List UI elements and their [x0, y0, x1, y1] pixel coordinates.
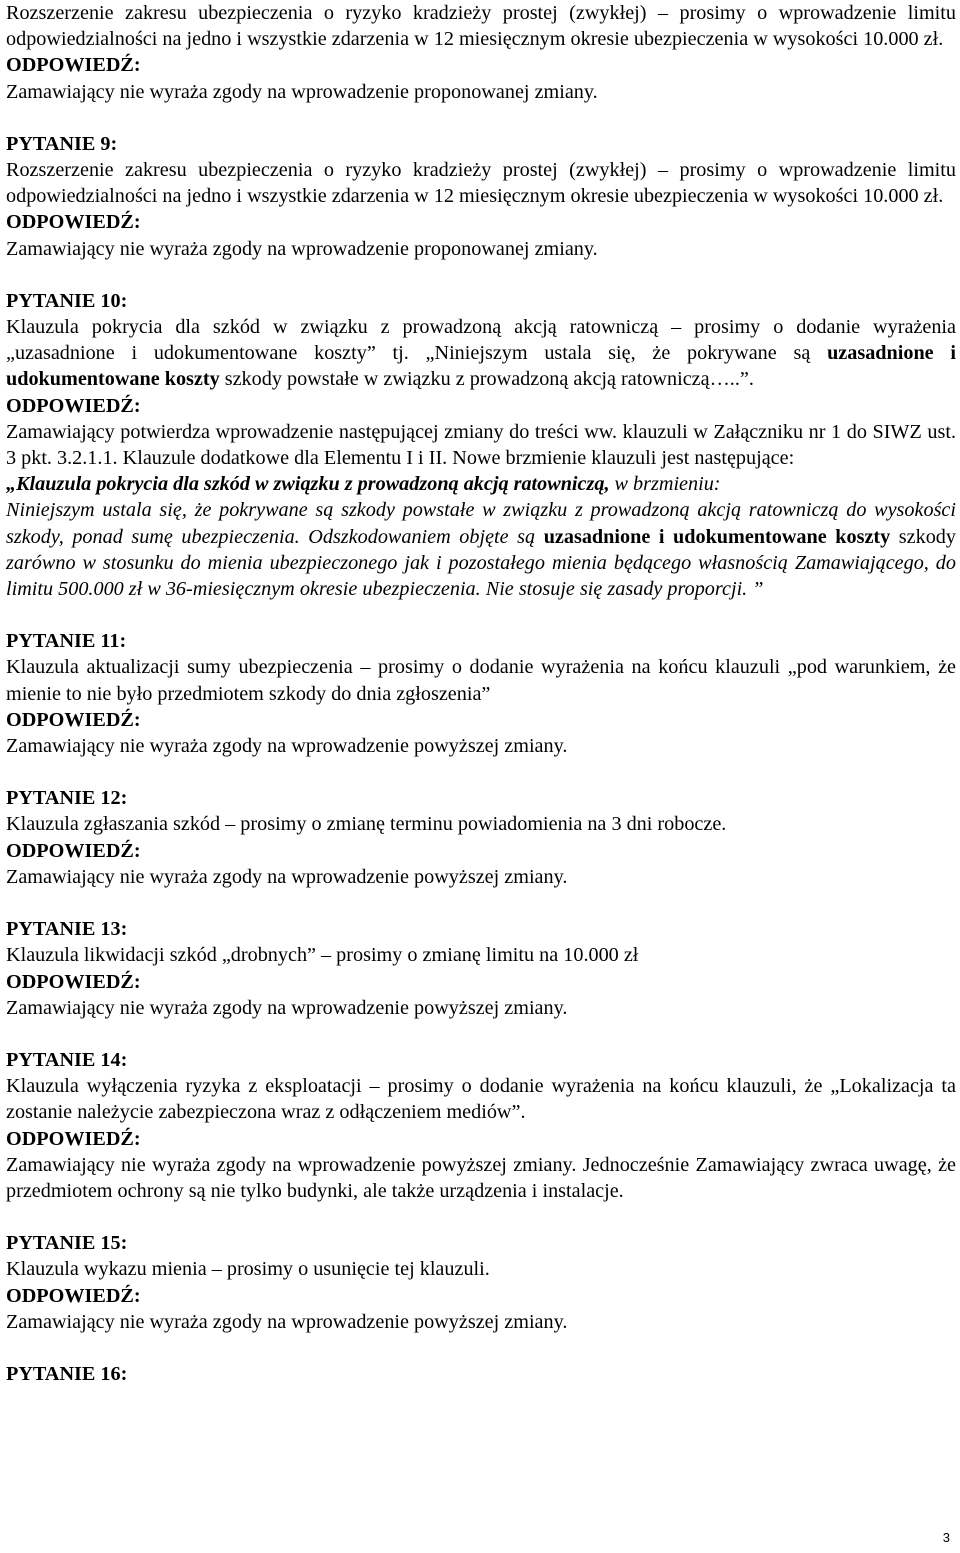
question-text: Klauzula aktualizacji sumy ubezpieczenia – prosimy o dodanie wyrażenia na końcu klauzuli „pod warunkiem, że mienie to nie było przedmiotem szkody do dnia zgłoszenia” [6, 656, 956, 705]
question-title: PYTANIE 16: [6, 1362, 128, 1385]
clause-body-part: zarówno w stosunku do mienia ubezpieczonego jak i pozostałego mienia będącego własnością Zamawiającego, do limitu 500.000 zł w 36-miesięcznym okresie ubezpieczenia. Nie stosuje się zasady proporcji. ” [6, 551, 956, 601]
question-title: PYTANIE 10: [6, 289, 128, 312]
question-text [6, 314, 956, 393]
answer-text: Zamawiający nie wyraża zgody na wprowadzenie powyższej zmiany. Jednocześnie Zamawiający zwraca uwagę, że przedmiotem ochrony są nie tylko budynki, ale także urządzenia i instalacje. [6, 1153, 956, 1202]
question-title: PYTANIE 14: [6, 1048, 128, 1071]
answer-text: Zamawiający nie wyraża zgody na wprowadzenie proponowanej zmiany. [6, 237, 598, 260]
answer-label: ODPOWIEDŹ: [6, 394, 141, 417]
question-text: Klauzula wyłączenia ryzyka z eksploatacji – prosimy o dodanie wyrażenia na końcu klauzuli, że „Lokalizacja ta zostanie należycie zabezpieczona wraz z odłączeniem mediów”. [6, 1075, 956, 1124]
question-text: Klauzula likwidacji szkód „drobnych” – prosimy o zmianę limitu na 10.000 zł [6, 944, 639, 967]
answer-label: ODPOWIEDŹ: [6, 54, 141, 77]
clause-in-wording: w brzmieniu: [609, 473, 721, 496]
answer-text: Zamawiający potwierdza wprowadzenie następującej zmiany do treści ww. klauzuli w Załączniku nr 1 do SIWZ ust. 3 pkt. 3.2.1.1. Klauzule dodatkowe dla Elementu I i II. Nowe brzmienie klauzuli jest następujące: [6, 420, 956, 470]
answer-label: ODPOWIEDŹ: [6, 970, 141, 993]
question-text: Klauzula wykazu mienia – prosimy o usunięcie tej klauzuli. [6, 1258, 490, 1281]
clause-body-part: Niniejszym ustala się, że pokrywane są szkody powstałe w związku z prowadzoną akcją ratowniczą do wysokości szkody, ponad sumę ubezpieczenia. [6, 499, 956, 548]
answer-label: ODPOWIEDŹ: [6, 211, 141, 234]
answer-text: Zamawiający nie wyraża zgody na wprowadzenie powyższej zmiany. [6, 735, 568, 758]
question-text-bold: uzasadnione i udokumentowane koszty [6, 342, 956, 391]
answer-label: ODPOWIEDŹ: [6, 839, 141, 862]
clause-body-part: Odszkodowaniem objęte są [308, 525, 544, 548]
answer-text: Zamawiający nie wyraża zgody na wprowadzenie powyższej zmiany. [6, 865, 568, 888]
answer-text: Zamawiający nie wyraża zgody na wprowadzenie proponowanej zmiany. [6, 80, 598, 103]
clause-body-part: szkody [890, 525, 956, 548]
intro-question: Rozszerzenie zakresu ubezpieczenia o ryzyko kradzieży prostej (zwykłej) – prosimy o wprowadzenie limitu odpowiedzialności na jedno i wszystkie zdarzenia w 12 miesięcznym okresie ubezpieczenia w wysokości 10.000 zł. [6, 2, 956, 51]
question-text: Rozszerzenie zakresu ubezpieczenia o ryzyko kradzieży prostej (zwykłej) – prosimy o wprowadzenie limitu odpowiedzialności na jedno i wszystkie zdarzenia w 12 miesięcznym okresie ubezpieczenia w wysokości 10.000 zł. [6, 159, 956, 208]
answer-label: ODPOWIEDŹ: [6, 708, 141, 731]
clause-title: „Klauzula pokrycia dla szkód w związku z prowadzoną akcją ratowniczą, [6, 473, 610, 496]
question-title: PYTANIE 15: [6, 1232, 128, 1255]
question-text-part: Klauzula pokrycia dla szkód w związku z prowadzoną akcją ratowniczą – prosimy o dodanie wyrażenia „uzasadnione i udokumentowane koszty” tj. „Niniejszym ustala się, że pokrywane są [6, 316, 956, 365]
question-title: PYTANIE 12: [6, 787, 128, 810]
clause-body [6, 497, 956, 602]
clause-text [6, 471, 956, 497]
page-number: 3 [942, 1530, 950, 1545]
answer-text: Zamawiający nie wyraża zgody na wprowadzenie powyższej zmiany. [6, 1310, 568, 1333]
document-page [6, 0, 956, 1387]
question-text: Klauzula zgłaszania szkód – prosimy o zmianę terminu powiadomienia na 3 dni robocze. [6, 813, 727, 836]
question-title: PYTANIE 11: [6, 630, 127, 653]
clause-body-bold: uzasadnione i udokumentowane koszty [543, 525, 891, 548]
question-title: PYTANIE 9: [6, 132, 118, 155]
question-text-part: szkody powstałe w związku z prowadzoną akcją ratowniczą…..”. [219, 368, 754, 391]
answer-label: ODPOWIEDŹ: [6, 1284, 141, 1307]
question-title: PYTANIE 13: [6, 918, 128, 941]
answer-label: ODPOWIEDŹ: [6, 1127, 141, 1150]
answer-text: Zamawiający nie wyraża zgody na wprowadzenie powyższej zmiany. [6, 996, 568, 1019]
